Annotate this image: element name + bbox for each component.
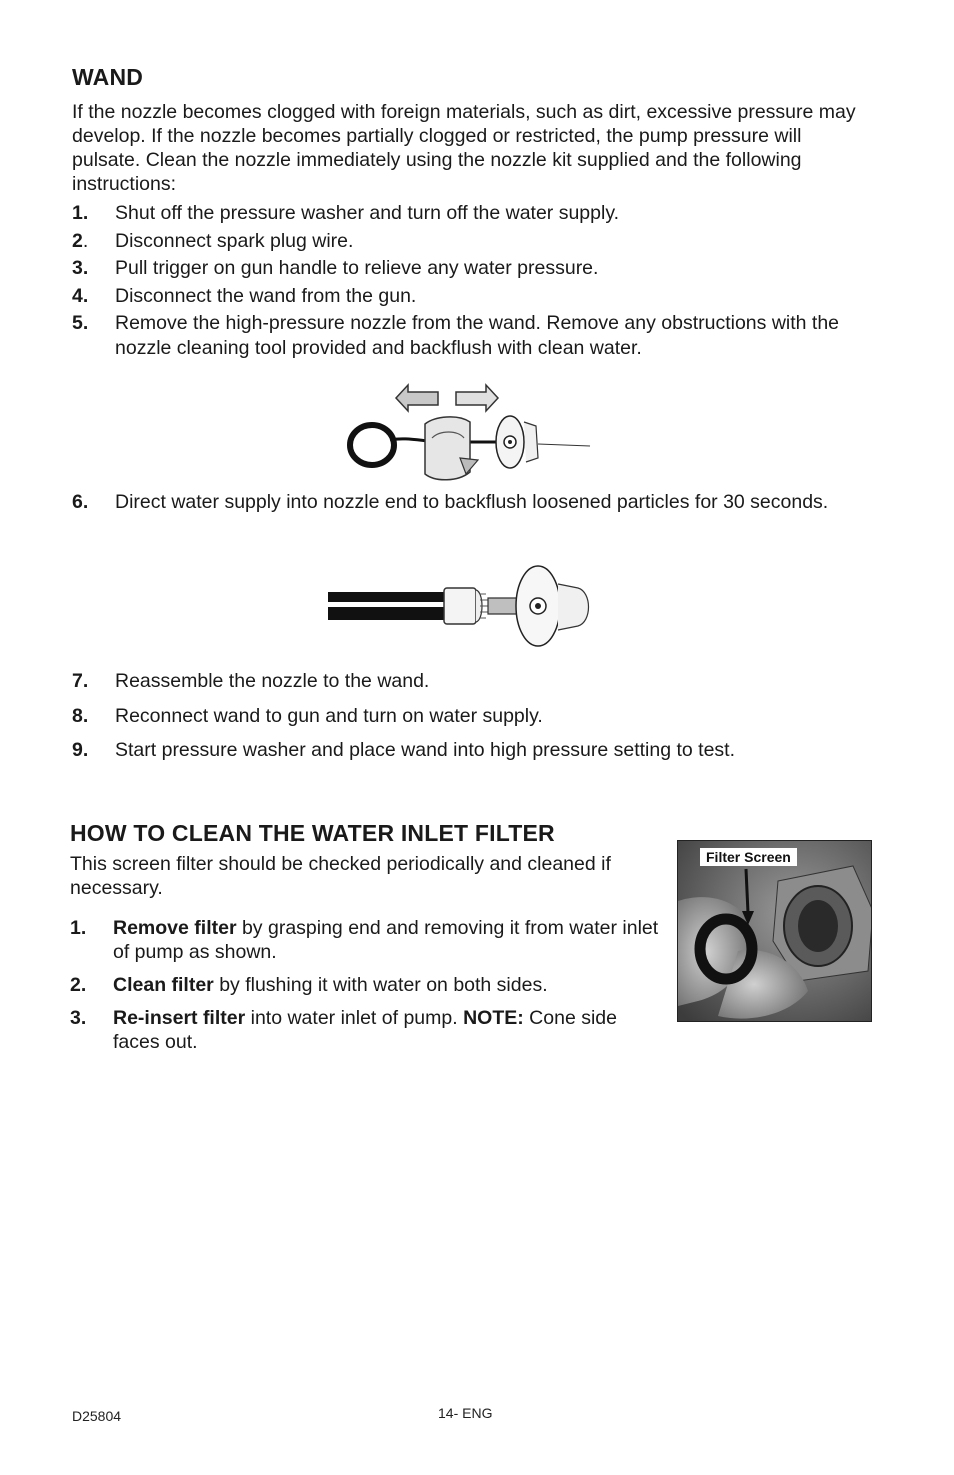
step-number: 3. (72, 257, 89, 279)
wand-step-3 (72, 256, 872, 281)
step-text: Remove filter by grasping end and removing it from water inlet of pump as shown. (113, 917, 659, 963)
step-number: 7. (72, 670, 89, 692)
step-text: Remove the high-pressure nozzle from the wand. Remove any obstructions with the nozzle cleaning tool provided and backflush with clean water. (115, 312, 840, 359)
step-text: Clean filter by flushing it with water on both sides. (113, 974, 548, 996)
step-text: Re-insert filter into water inlet of pump. NOTE: Cone side faces out. (113, 1007, 617, 1053)
page-number: 14- ENG (438, 1405, 493, 1421)
nozzle-cleaning-illustration (340, 378, 600, 488)
filter-intro: This screen filter should be checked periodically and cleaned if necessary. (70, 853, 611, 899)
filter-title: HOW TO CLEAN THE WATER INLET FILTER (70, 820, 555, 846)
filter-step-2 (70, 973, 660, 997)
wand-step-5 (72, 311, 872, 360)
step-number: 4. (72, 285, 89, 307)
wand-step-6 (72, 490, 872, 515)
step-number: 2. (72, 230, 89, 252)
step-number: 1. (72, 202, 89, 224)
wand-step-4 (72, 284, 872, 309)
step-text: Pull trigger on gun handle to relieve any water pressure. (115, 257, 599, 279)
step-text: Direct water supply into nozzle end to backflush loosened particles for 30 seconds. (115, 491, 829, 513)
filter-step-3 (70, 1006, 660, 1054)
wand-step-7 (72, 669, 872, 694)
wand-title: WAND (72, 64, 144, 90)
wand-step-9 (72, 738, 872, 763)
filter-screen-photo (677, 840, 872, 1022)
filter-screen-label: Filter Screen (700, 848, 797, 866)
wand-intro: If the nozzle becomes clogged with foreign materials, such as dirt, excessive pressure may develop. If the nozzle becomes partially clogged or restricted, the pump pressure will pulsate. Clean the nozzle immediately using the nozzle kit supplied and the following instructions: (72, 101, 856, 195)
step-number: 2. (70, 974, 87, 996)
step-text: Shut off the pressure washer and turn off the water supply. (115, 202, 620, 224)
step-text: Disconnect spark plug wire. (115, 230, 354, 252)
step-text: Start pressure washer and place wand into high pressure setting to test. (115, 739, 736, 761)
backflush-illustration (328, 562, 598, 654)
step-number: 5. (72, 312, 89, 334)
filter-step-1 (70, 916, 660, 964)
wand-step-2 (72, 229, 872, 254)
step-number: 6. (72, 491, 89, 513)
step-number: 3. (70, 1007, 87, 1029)
step-number: 1. (70, 917, 87, 939)
filter-photo-image (678, 841, 872, 1022)
step-text: Disconnect the wand from the gun. (115, 285, 417, 307)
step-text: Reconnect wand to gun and turn on water supply. (115, 705, 543, 727)
step-text: Reassemble the nozzle to the wand. (115, 670, 430, 692)
step-number: 8. (72, 705, 89, 727)
document-id: D25804 (72, 1408, 122, 1424)
wand-step-8 (72, 704, 872, 729)
wand-step-1 (72, 201, 872, 226)
step-number: 9. (72, 739, 89, 761)
